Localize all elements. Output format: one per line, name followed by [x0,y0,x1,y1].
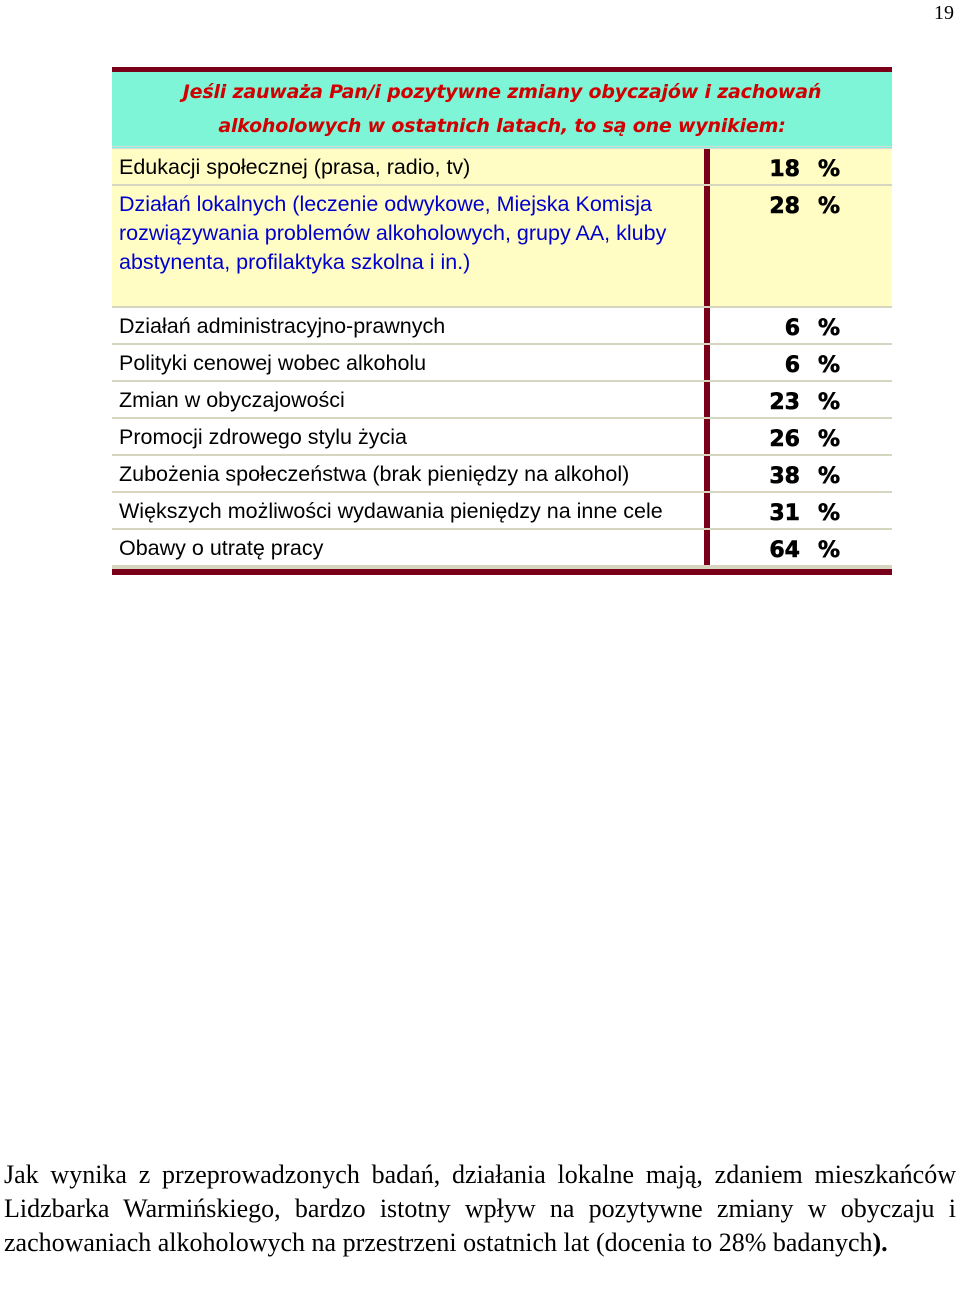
table-row [112,149,892,186]
row-unit: % [817,353,840,378]
table-row [112,530,892,567]
row-value: 23 [769,390,800,415]
row-label: Działań administracyjno-prawnych [112,308,710,343]
row-value-cell [710,493,892,528]
survey-table [112,67,892,575]
table-row [112,493,892,530]
row-unit: % [817,316,840,341]
row-label: Zubożenia społeczeństwa (brak pieniędzy na alkohol) [112,456,710,491]
row-label: Działań lokalnych (leczenie odwykowe, Miejska Komisja rozwiązywania problemów alkoholowych, grupy AA, kluby abstynenta, profilaktyka szkolna i in.) [112,186,710,306]
row-value: 64 [769,538,800,563]
row-value-cell [710,382,892,417]
row-unit: % [817,464,840,489]
row-unit: % [817,194,840,219]
table-row [112,419,892,456]
row-label: Polityki cenowej wobec alkoholu [112,345,710,380]
table-row [112,186,892,308]
row-unit: % [817,427,840,452]
row-value-cell [710,149,892,184]
row-label: Większych możliwości wydawania pieniędzy na inne cele [112,493,710,528]
row-label: Promocji zdrowego stylu życia [112,419,710,454]
table-row [112,308,892,345]
row-value-cell [710,345,892,380]
row-unit: % [817,157,840,182]
row-value: 28 [769,194,800,219]
table-header: Jeśli zauważa Pan/i pozytywne zmiany obyczajów i zachowań alkoholowych w ostatnich latach, to są one wynikiem: [112,72,892,149]
row-label: Obawy o utratę pracy [112,530,710,565]
row-label: Edukacji społecznej (prasa, radio, tv) [112,149,710,184]
row-value: 38 [769,464,800,489]
row-unit: % [817,390,840,415]
table-row [112,345,892,382]
row-value: 6 [784,353,800,378]
page-number: 19 [934,2,954,24]
row-value-cell [710,530,892,565]
paragraph-text: Jak wynika z przeprowadzonych badań, działania lokalne mają, zdaniem mieszkańców Lidzbarka Warmińskiego, bardzo istotny wpływ na pozytywne zmiany w obyczaju i zachowaniach alkoholowych na przestrzeni ostatnich lat (docenia to 28% badanych [4,1160,956,1257]
row-value: 26 [769,427,800,452]
table-row [112,456,892,493]
body-paragraph [4,1158,956,1260]
row-value-cell [710,186,892,306]
row-value: 6 [784,316,800,341]
row-unit: % [817,538,840,563]
row-unit: % [817,501,840,526]
paragraph-tail: ). [872,1228,888,1257]
table-bottom-rule [112,567,892,575]
row-value: 31 [769,501,800,526]
row-value-cell [710,456,892,491]
table-body [112,149,892,567]
row-label: Zmian w obyczajowości [112,382,710,417]
table-row [112,382,892,419]
row-value-cell [710,308,892,343]
row-value: 18 [769,157,800,182]
row-value-cell [710,419,892,454]
